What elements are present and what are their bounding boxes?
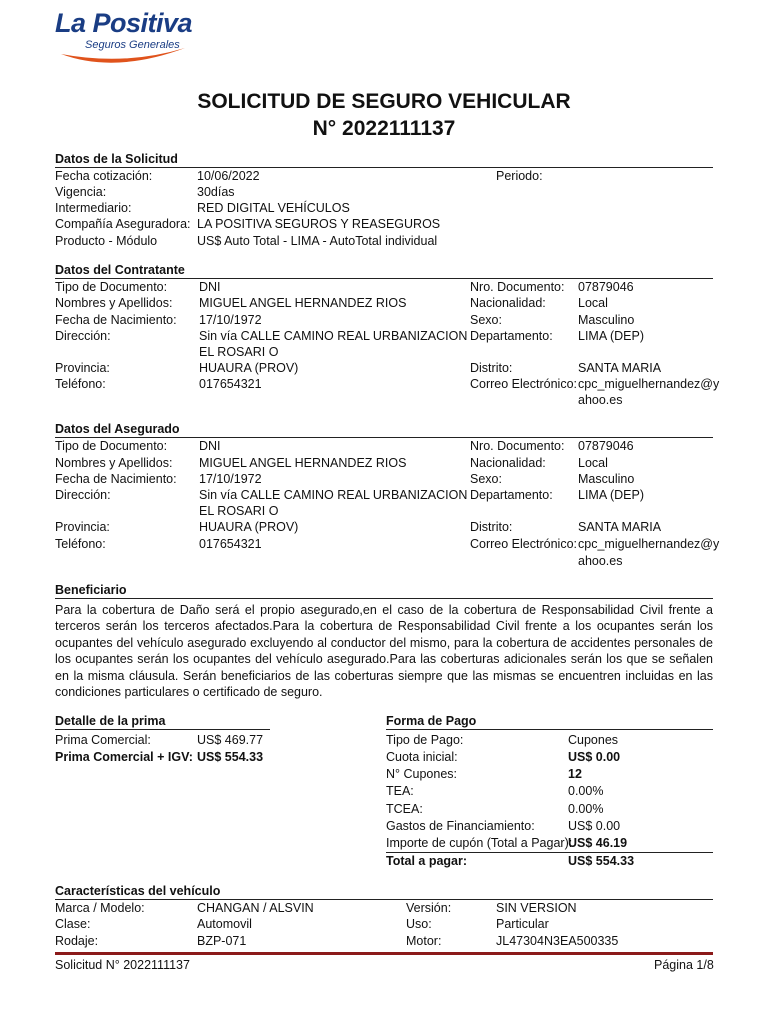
pago-importe-label: Importe de cupón (Total a Pagar): xyxy=(386,836,573,850)
vehiculo-uso-label: Uso: xyxy=(406,917,432,931)
asegurado-fecha-nac-value: 17/10/1972 xyxy=(199,472,262,486)
asegurado-fecha-nac-label: Fecha de Nacimiento: xyxy=(55,472,177,486)
asegurado-correo-line2: ahoo.es xyxy=(578,554,623,568)
pago-cupones-value: 12 xyxy=(568,767,582,781)
pago-cuota-value: US$ 0.00 xyxy=(568,750,621,764)
asegurado-nro-doc-value: 07879046 xyxy=(578,439,634,453)
divider xyxy=(55,729,270,730)
contratante-correo-line2: ahoo.es xyxy=(578,393,623,407)
vehiculo-uso-value: Particular xyxy=(496,917,549,931)
vehiculo-marca-label: Marca / Modelo: xyxy=(55,901,145,915)
vehiculo-motor-label: Motor: xyxy=(406,934,442,948)
pago-gastos-value: US$ 0.00 xyxy=(568,819,621,833)
periodo-label: Periodo: xyxy=(496,169,543,183)
contratante-distrito-label: Distrito: xyxy=(470,361,513,375)
contratante-nro-doc-label: Nro. Documento: xyxy=(470,280,565,294)
contratante-correo-line1: cpc_miguelhernandez@y xyxy=(578,377,720,391)
prima-comercial-label: Prima Comercial: xyxy=(55,733,151,747)
contratante-provincia-label: Provincia: xyxy=(55,361,110,375)
asegurado-correo-label: Correo Electrónico: xyxy=(470,537,577,551)
contratante-correo-label: Correo Electrónico: xyxy=(470,377,577,391)
contratante-direccion-line1: Sin vía CALLE CAMINO REAL URBANIZACION xyxy=(199,329,468,343)
vehiculo-clase-label: Clase: xyxy=(55,917,91,931)
pago-total-label: Total a pagar: xyxy=(386,854,468,868)
divider xyxy=(55,167,713,168)
la-positiva-logo xyxy=(55,8,195,68)
asegurado-provincia-value: HUAURA (PROV) xyxy=(199,520,299,534)
asegurado-distrito-value: SANTA MARIA xyxy=(578,520,662,534)
vehiculo-marca-value: CHANGAN / ALSVIN xyxy=(197,901,314,915)
divider xyxy=(55,899,713,900)
vehiculo-rodaje-value: BZP-071 xyxy=(197,934,247,948)
contratante-telefono-label: Teléfono: xyxy=(55,377,106,391)
asegurado-sexo-label: Sexo: xyxy=(470,472,502,486)
vigencia-label: Vigencia: xyxy=(55,185,107,199)
pago-tcea-value: 0.00% xyxy=(568,802,604,816)
logo-name: La Positiva xyxy=(55,8,193,38)
vigencia-value: 30días xyxy=(197,185,235,199)
contratante-tipo-doc-label: Tipo de Documento: xyxy=(55,280,168,294)
vehiculo-motor-value: JL47304N3EA500335 xyxy=(496,934,619,948)
contratante-departamento-value: LIMA (DEP) xyxy=(578,329,644,343)
producto-value: US$ Auto Total - LIMA - AutoTotal individual xyxy=(197,234,438,248)
fecha-value: 10/06/2022 xyxy=(197,169,260,183)
section-contratante-heading: Datos del Contratante xyxy=(55,263,185,277)
vehiculo-version-label: Versión: xyxy=(406,901,452,915)
vehiculo-rodaje-label: Rodaje: xyxy=(55,934,99,948)
divider xyxy=(55,598,713,599)
contratante-fecha-nac-value: 17/10/1972 xyxy=(199,313,262,327)
producto-label: Producto - Módulo xyxy=(55,234,158,248)
contratante-nacionalidad-value: Local xyxy=(578,296,608,310)
asegurado-nro-doc-label: Nro. Documento: xyxy=(470,439,565,453)
asegurado-correo-line1: cpc_miguelhernandez@y xyxy=(578,537,720,551)
pago-cuota-label: Cuota inicial: xyxy=(386,750,458,764)
intermediario-label: Intermediario: xyxy=(55,201,132,215)
pago-tipo-value: Cupones xyxy=(568,733,619,747)
contratante-sexo-label: Sexo: xyxy=(470,313,502,327)
contratante-departamento-label: Departamento: xyxy=(470,329,553,343)
pago-gastos-label: Gastos de Financiamiento: xyxy=(386,819,535,833)
asegurado-telefono-label: Teléfono: xyxy=(55,537,106,551)
contratante-nro-doc-value: 07879046 xyxy=(578,280,634,294)
pago-tipo-label: Tipo de Pago: xyxy=(386,733,464,747)
pago-tea-value: 0.00% xyxy=(568,784,604,798)
request-number: N° 2022111137 xyxy=(312,117,456,140)
asegurado-provincia-label: Provincia: xyxy=(55,520,110,534)
asegurado-distrito-label: Distrito: xyxy=(470,520,513,534)
contratante-nombres-value: MIGUEL ANGEL HERNANDEZ RIOS xyxy=(199,296,407,310)
vehiculo-clase-value: Automovil xyxy=(197,917,252,931)
contratante-tipo-doc-value: DNI xyxy=(199,280,221,294)
contratante-telefono-value: 017654321 xyxy=(199,377,262,391)
footer-rule xyxy=(55,952,713,955)
asegurado-direccion-line1: Sin vía CALLE CAMINO REAL URBANIZACION xyxy=(199,488,468,502)
contratante-fecha-nac-label: Fecha de Nacimiento: xyxy=(55,313,177,327)
asegurado-departamento-value: LIMA (DEP) xyxy=(578,488,644,502)
pago-total-value: US$ 554.33 xyxy=(568,854,635,868)
asegurado-direccion-line2: EL ROSARI O xyxy=(199,504,279,518)
footer-page-number: Página 1/8 xyxy=(654,958,714,972)
asegurado-nombres-value: MIGUEL ANGEL HERNANDEZ RIOS xyxy=(199,456,407,470)
asegurado-nacionalidad-label: Nacionalidad: xyxy=(470,456,546,470)
section-pago-heading: Forma de Pago xyxy=(386,714,477,728)
section-prima-heading: Detalle de la prima xyxy=(55,714,166,728)
asegurado-departamento-label: Departamento: xyxy=(470,488,553,502)
pago-tea-label: TEA: xyxy=(386,784,414,798)
section-vehiculo-heading: Características del vehículo xyxy=(55,884,221,898)
pago-importe-value: US$ 46.19 xyxy=(568,836,628,850)
asegurado-direccion-label: Dirección: xyxy=(55,488,111,502)
section-beneficiario-heading: Beneficiario xyxy=(55,583,127,597)
pago-cupones-label: N° Cupones: xyxy=(386,767,458,781)
page-title: SOLICITUD DE SEGURO VEHICULAR xyxy=(197,90,571,113)
contratante-direccion-line2: EL ROSARI O xyxy=(199,345,279,359)
contratante-nacionalidad-label: Nacionalidad: xyxy=(470,296,546,310)
asegurado-nacionalidad-value: Local xyxy=(578,456,608,470)
divider xyxy=(386,729,713,730)
prima-comercial-value: US$ 469.77 xyxy=(197,733,264,747)
asegurado-nombres-label: Nombres y Apellidos: xyxy=(55,456,173,470)
compania-value: LA POSITIVA SEGUROS Y REASEGUROS xyxy=(197,217,441,231)
beneficiario-text: Para la cobertura de Daño será el propio asegurado,en el caso de la cobertura de Responsabilidad Civil frente a terceros serán los terceros afectados.Para la cobertura de Responsabilidad Civil frente a los ocupantes serán los ocupantes del vehículo asegurado excluyendo al conductor del mismo, para la cobertura de accidentes personales de los ocupantes serán los ocupantes del vehículo asegurado.Para las coberturas adicionales serán los que se señalen en la misma cláusula. Serán beneficiarios de las coberturas siempre que las mismas se encuentren incluidas en las condiciones particulares o certificado de seguro. xyxy=(55,603,713,700)
contratante-sexo-value: Masculino xyxy=(578,313,635,327)
section-solicitud-heading: Datos de la Solicitud xyxy=(55,152,178,166)
pago-tcea-label: TCEA: xyxy=(386,802,423,816)
logo-subtitle: Seguros Generales xyxy=(85,39,180,51)
asegurado-sexo-value: Masculino xyxy=(578,472,635,486)
vehiculo-version-value: SIN VERSION xyxy=(496,901,577,915)
prima-igv-value: US$ 554.33 xyxy=(197,750,264,764)
asegurado-tipo-doc-label: Tipo de Documento: xyxy=(55,439,168,453)
contratante-provincia-value: HUAURA (PROV) xyxy=(199,361,299,375)
intermediario-value: RED DIGITAL VEHÍCULOS xyxy=(197,201,350,215)
asegurado-tipo-doc-value: DNI xyxy=(199,439,221,453)
contratante-distrito-value: SANTA MARIA xyxy=(578,361,662,375)
asegurado-telefono-value: 017654321 xyxy=(199,537,262,551)
fecha-label: Fecha cotización: xyxy=(55,169,153,183)
footer-request-number: Solicitud N° 2022111137 xyxy=(55,958,190,972)
contratante-direccion-label: Dirección: xyxy=(55,329,111,343)
contratante-nombres-label: Nombres y Apellidos: xyxy=(55,296,173,310)
prima-igv-label: Prima Comercial + IGV: xyxy=(55,750,193,764)
compania-label: Compañía Aseguradora: xyxy=(55,217,191,231)
section-asegurado-heading: Datos del Asegurado xyxy=(55,422,180,436)
